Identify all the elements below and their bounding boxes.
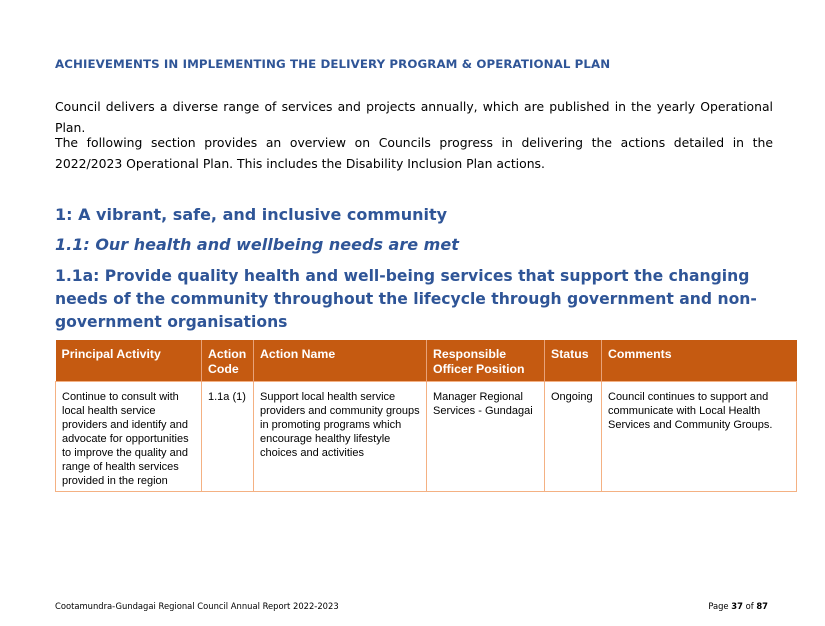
cell-principal-activity: Continue to consult with local health service providers and identify and advocate for opportunities to improve the quality and range of health services provided in the region bbox=[56, 382, 202, 492]
intro-paragraph-2: The following section provides an overview on Councils progress in delivering the actions detailed in the 2022/2023 Operational Plan. This includes the Disability Inclusion Plan actions. bbox=[55, 135, 773, 171]
cell-comments: Council continues to support and communicate with Local Health Services and Community Groups. bbox=[602, 382, 797, 492]
cell-action-name: Support local health service providers and community groups in promoting programs which encourage healthy lifestyle choices and activities bbox=[254, 382, 427, 492]
theme-heading: 1: A vibrant, safe, and inclusive community bbox=[55, 205, 448, 224]
page-of: of bbox=[745, 601, 754, 611]
intro-paragraph-1: Council delivers a diverse range of services and projects annually, which are published in the yearly Operational Plan. bbox=[55, 99, 773, 135]
page-current: 37 bbox=[731, 601, 743, 611]
footer-report-title: Cootamundra-Gundagai Regional Council Annual Report 2022-2023 bbox=[55, 601, 339, 611]
column-header-officer: Responsible Officer Position bbox=[427, 340, 545, 382]
operational-plan-table bbox=[55, 340, 797, 492]
cell-action-code: 1.1a (1) bbox=[202, 382, 254, 492]
objective-heading: 1.1: Our health and wellbeing needs are met bbox=[55, 235, 459, 254]
section-heading: ACHIEVEMENTS IN IMPLEMENTING THE DELIVERY PROGRAM & OPERATIONAL PLAN bbox=[55, 57, 611, 71]
column-header-status: Status bbox=[545, 340, 602, 382]
cell-officer: Manager Regional Services - Gundagai bbox=[427, 382, 545, 492]
footer-page-number bbox=[708, 601, 768, 611]
page-prefix: Page bbox=[708, 601, 729, 611]
table-header-row bbox=[56, 340, 797, 382]
column-header-comments: Comments bbox=[602, 340, 797, 382]
column-header-action-name: Action Name bbox=[254, 340, 427, 382]
column-header-principal-activity: Principal Activity bbox=[56, 340, 202, 382]
column-header-action-code: Action Code bbox=[202, 340, 254, 382]
page-total: 87 bbox=[756, 601, 768, 611]
table-row bbox=[56, 382, 797, 492]
cell-status: Ongoing bbox=[545, 382, 602, 492]
strategy-heading: 1.1a: Provide quality health and well-being services that support the changing needs of the community throughout the lifecycle through government and non-government organisations bbox=[55, 267, 757, 331]
